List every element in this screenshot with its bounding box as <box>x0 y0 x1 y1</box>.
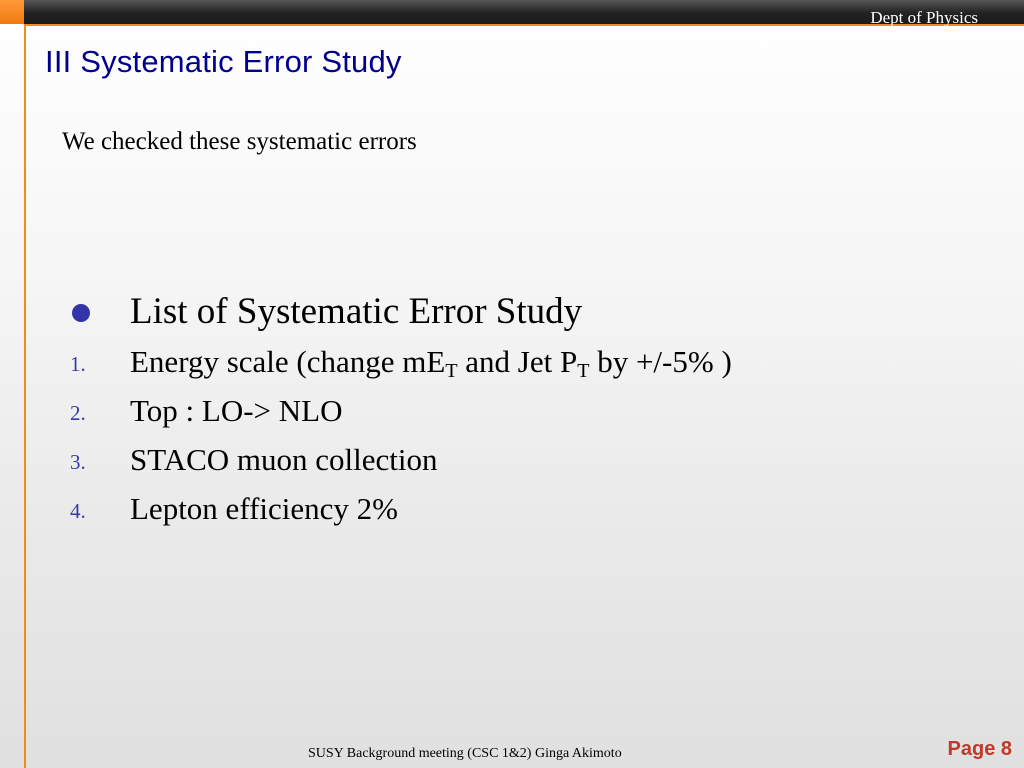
list-item-text: STACO muon collection <box>130 442 438 477</box>
bullet-dot-icon <box>72 304 90 322</box>
list-item-number: 3. <box>70 450 86 474</box>
intro-text: We checked these systematic errors <box>62 128 417 155</box>
page-number: Page 8 <box>947 738 1012 760</box>
list-item-number: 2. <box>70 401 86 425</box>
slide-title: III Systematic Error Study <box>45 44 402 79</box>
systematic-error-list <box>60 290 960 535</box>
list-item <box>60 339 960 388</box>
subscript: T <box>445 360 458 382</box>
orange-vertical-line <box>24 24 26 768</box>
list-item-number: 1. <box>70 352 86 376</box>
list-heading: List of Systematic Error Study <box>130 291 583 332</box>
list-item-number: 4. <box>70 499 86 523</box>
list-heading-row <box>60 290 960 339</box>
subscript: T <box>577 360 590 382</box>
list-item-text: Energy scale (change $mE_T$ and Jet $P_T$ by +/-5% ) <box>130 344 732 382</box>
footer-meeting-text: SUSY Background meeting (CSC 1&2) Ginga Akimoto <box>308 746 622 761</box>
list-item <box>60 388 960 437</box>
list-item <box>60 437 960 486</box>
orange-corner-square <box>0 0 24 24</box>
list-item <box>60 486 960 535</box>
list-item-text: Lepton efficiency 2% <box>130 491 398 526</box>
list-item-text: Top : LO-> NLO <box>130 393 343 428</box>
dept-label: Dept of Physics <box>870 8 978 27</box>
